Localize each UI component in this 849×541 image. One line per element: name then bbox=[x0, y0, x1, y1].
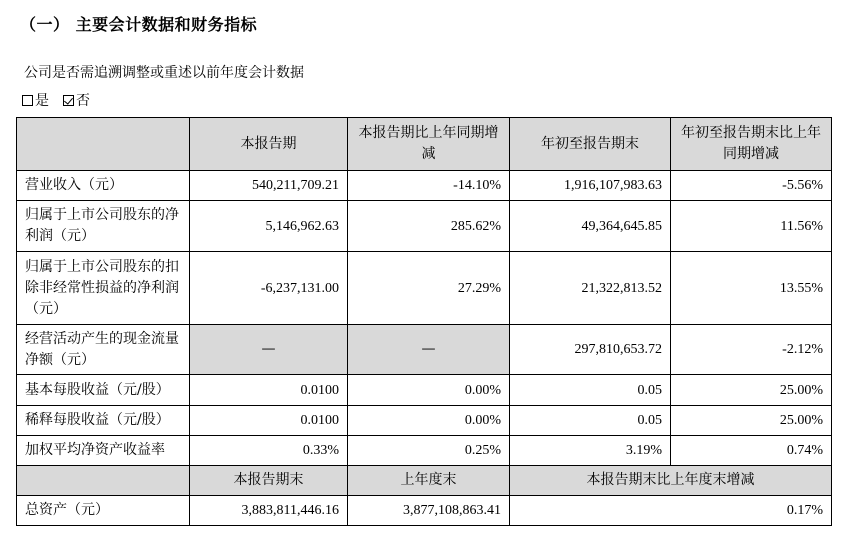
option-no[interactable] bbox=[63, 90, 90, 110]
table-row bbox=[17, 252, 832, 325]
row-label: 加权平均净资产收益率 bbox=[17, 436, 190, 466]
option-yes[interactable] bbox=[22, 90, 49, 110]
period-end-value: 3,883,811,446.16 bbox=[190, 496, 348, 526]
asset-change-value: 0.17% bbox=[510, 496, 832, 526]
ytd-value: 49,364,645.85 bbox=[510, 201, 671, 252]
current-period-value: 0.0100 bbox=[190, 406, 348, 436]
row-label: 归属于上市公司股东的净利润（元） bbox=[17, 201, 190, 252]
current-period-value: -6,237,131.00 bbox=[190, 252, 348, 325]
table-row bbox=[17, 171, 832, 201]
checkbox-checked-icon[interactable] bbox=[63, 95, 74, 106]
ytd-change-value: 13.55% bbox=[671, 252, 832, 325]
current-change-value: 0.00% bbox=[348, 406, 510, 436]
table-header-row bbox=[17, 118, 832, 171]
current-change-value: — bbox=[348, 325, 510, 375]
ytd-value: 3.19% bbox=[510, 436, 671, 466]
table-subheader-row bbox=[17, 466, 832, 496]
ytd-value: 0.05 bbox=[510, 375, 671, 406]
current-change-value: 0.00% bbox=[348, 375, 510, 406]
header-corner bbox=[17, 118, 190, 171]
current-change-value: 0.25% bbox=[348, 436, 510, 466]
restatement-question: 公司是否需追溯调整或重述以前年度会计数据 bbox=[24, 65, 304, 81]
table-row bbox=[17, 406, 832, 436]
ytd-change-value: -2.12% bbox=[671, 325, 832, 375]
current-change-value: 27.29% bbox=[348, 252, 510, 325]
option-yes-label: 是 bbox=[35, 93, 49, 109]
table-row bbox=[17, 436, 832, 466]
ytd-change-value: -5.56% bbox=[671, 171, 832, 201]
option-no-label: 否 bbox=[76, 93, 90, 109]
current-period-value: 0.0100 bbox=[190, 375, 348, 406]
current-period-value: 540,211,709.21 bbox=[190, 171, 348, 201]
prior-year-end-value: 3,877,108,863.41 bbox=[348, 496, 510, 526]
header-ytd: 年初至报告期末 bbox=[510, 118, 671, 171]
current-change-value: -14.10% bbox=[348, 171, 510, 201]
ytd-value: 21,322,813.52 bbox=[510, 252, 671, 325]
ytd-change-value: 25.00% bbox=[671, 406, 832, 436]
table-row bbox=[17, 325, 832, 375]
table-row bbox=[17, 496, 832, 526]
header-current-period: 本报告期 bbox=[190, 118, 348, 171]
subheader-change: 本报告期末比上年度末增减 bbox=[510, 466, 832, 496]
ytd-change-value: 25.00% bbox=[671, 375, 832, 406]
ytd-value: 0.05 bbox=[510, 406, 671, 436]
ytd-change-value: 11.56% bbox=[671, 201, 832, 252]
financial-data-table bbox=[16, 117, 832, 526]
section-title: （一） 主要会计数据和财务指标 bbox=[20, 15, 258, 34]
table-row bbox=[17, 201, 832, 252]
current-change-value: 285.62% bbox=[348, 201, 510, 252]
row-label: 基本每股收益（元/股） bbox=[17, 375, 190, 406]
current-period-value: — bbox=[190, 325, 348, 375]
table-row bbox=[17, 375, 832, 406]
row-label: 营业收入（元） bbox=[17, 171, 190, 201]
current-period-value: 5,146,962.63 bbox=[190, 201, 348, 252]
ytd-value: 1,916,107,983.63 bbox=[510, 171, 671, 201]
subheader-prior-year-end: 上年度末 bbox=[348, 466, 510, 496]
current-period-value: 0.33% bbox=[190, 436, 348, 466]
ytd-change-value: 0.74% bbox=[671, 436, 832, 466]
row-label: 稀释每股收益（元/股） bbox=[17, 406, 190, 436]
row-label: 经营活动产生的现金流量净额（元） bbox=[17, 325, 190, 375]
checkbox-unchecked-icon[interactable] bbox=[22, 95, 33, 106]
header-current-change: 本报告期比上年同期增减 bbox=[348, 118, 510, 171]
row-label: 总资产（元） bbox=[17, 496, 190, 526]
restatement-options bbox=[22, 90, 94, 110]
ytd-value: 297,810,653.72 bbox=[510, 325, 671, 375]
subheader-period-end: 本报告期末 bbox=[190, 466, 348, 496]
row-label: 归属于上市公司股东的扣除非经常性损益的净利润（元） bbox=[17, 252, 190, 325]
subheader-corner bbox=[17, 466, 190, 496]
header-ytd-change: 年初至报告期末比上年同期增减 bbox=[671, 118, 832, 171]
